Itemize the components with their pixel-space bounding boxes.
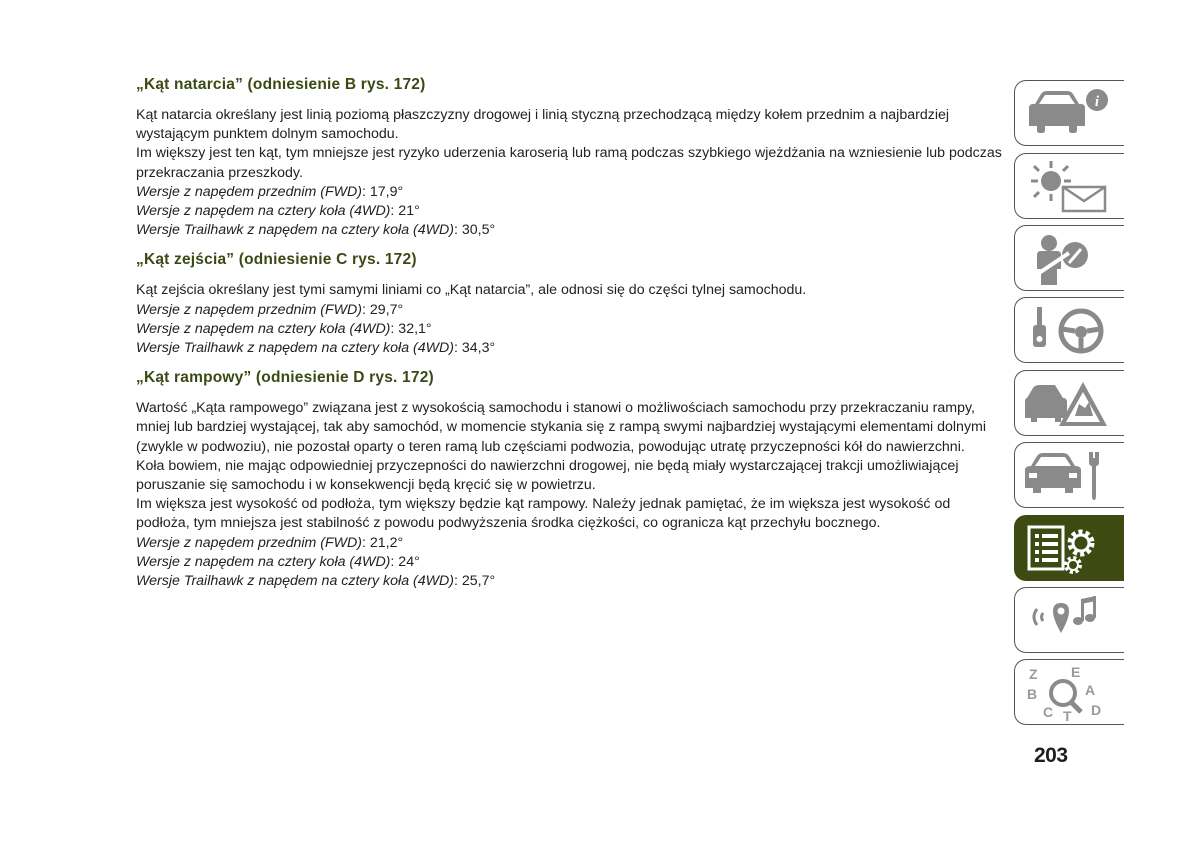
index-letter: Z xyxy=(1029,666,1038,682)
spec-line xyxy=(136,221,1002,240)
car-warning-triangle-icon xyxy=(1023,376,1113,432)
tab-starting-driving[interactable] xyxy=(1014,297,1124,363)
tab-technical-specs[interactable] xyxy=(1014,515,1124,581)
spec-line xyxy=(136,183,1002,202)
section-ramp-angle xyxy=(136,367,1002,591)
tab-emergency[interactable] xyxy=(1014,370,1124,436)
paragraph: Im większy jest ten kąt, tym mniejsze jest ryzyko uderzenia karoserią lub ramą podczas szybkiego wjeżdżania na wzniesienie lub podczas przekraczania przeszkody. xyxy=(136,145,1002,181)
spec-value: : 17,9° xyxy=(362,183,404,200)
spec-label: Wersje z napędem przednim (FWD) xyxy=(136,534,363,551)
spec-label: Wersje z napędem na cztery koła (4WD) xyxy=(136,320,391,337)
index-letter: B xyxy=(1027,686,1038,702)
spec-label: Wersje z napędem przednim (FWD) xyxy=(136,301,363,318)
spec-label: Wersje Trailhawk z napędem na cztery koła (4WD) xyxy=(136,340,455,357)
index-letter: D xyxy=(1091,702,1102,718)
section-heading: „Kąt natarcia” (odniesienie B rys. 172) xyxy=(136,76,426,93)
page-number: 203 xyxy=(1034,744,1068,767)
spec-line xyxy=(136,572,1002,591)
svg-text:i: i xyxy=(1094,94,1100,110)
car-wrench-icon xyxy=(1023,448,1113,504)
tab-lights-messages[interactable] xyxy=(1014,153,1124,219)
spec-value: : 32,1° xyxy=(390,320,432,337)
tab-multimedia[interactable] xyxy=(1014,587,1124,653)
paragraph: Im większa jest wysokość od podłoża, tym większy będzie kąt rampowy. Należy jednak pamiętać, że im większa jest wysokość od podłoża, tym mniejsza jest stabilność z powodu podwyższenia środka ciężkości, co ogranicza kąt przechyłu bocznego. xyxy=(136,496,951,532)
alphabetical-index-icon xyxy=(1023,665,1113,721)
index-letter: C xyxy=(1043,704,1054,720)
spec-value: : 21,2° xyxy=(362,534,404,551)
section-heading: „Kąt rampowy” (odniesienie D rys. 172) xyxy=(136,369,434,387)
spec-label: Wersje z napędem przednim (FWD) xyxy=(136,183,363,200)
index-letter: A xyxy=(1085,682,1096,698)
spec-label: Wersje z napędem na cztery koła (4WD) xyxy=(136,203,391,220)
spec-label: Wersje Trailhawk z napędem na cztery koła (4WD) xyxy=(136,573,455,590)
airbag-person-icon xyxy=(1023,231,1113,287)
paragraph: Kąt natarcia określany jest linią poziomą płaszczyzny drogowej i linią styczną przechodzącą między kołem przednim a najbardziej wystającym punktem dolnym samochodu. xyxy=(136,107,950,143)
car-info-icon xyxy=(1023,86,1113,142)
spec-line xyxy=(136,320,1002,339)
key-steering-wheel-icon xyxy=(1023,303,1113,359)
spec-value: : 34,3° xyxy=(454,340,496,357)
section-departure-angle xyxy=(136,249,1002,358)
multimedia-icon xyxy=(1023,593,1113,649)
tab-maintenance[interactable] xyxy=(1014,442,1124,508)
spec-value: : 30,5° xyxy=(454,222,496,239)
spec-line xyxy=(136,339,1002,358)
spec-label: Wersje z napędem na cztery koła (4WD) xyxy=(136,553,391,570)
spec-label: Wersje Trailhawk z napędem na cztery koła (4WD) xyxy=(136,222,455,239)
tab-car-info[interactable] xyxy=(1014,80,1124,146)
spec-line xyxy=(136,202,1002,221)
paragraph: Wartość „Kąta rampowego” związana jest z wysokością samochodu i stanowi o możliwościach samochodu przy przekraczaniu rampy, mniej lub bardziej wystającej, tak aby samochód, w momencie stykania się z rampą swymi najbardziej wystającymi elementami dolnymi (zwykle w podwoziu), nie pozostał oparty o teren ramą lub częściami podwozia, powodując utratę przyczepności kół do nawierzchni. xyxy=(136,400,987,455)
tab-safety[interactable] xyxy=(1014,225,1124,291)
spec-value: : 29,7° xyxy=(362,301,404,318)
tab-index[interactable] xyxy=(1014,659,1124,725)
index-letter: E xyxy=(1071,665,1081,680)
index-letter: T xyxy=(1063,708,1072,721)
paragraph: Koła bowiem, nie mając odpowiedniej przyczepności do nawierzchni drogowej, nie będą miały wystarczającej trakcji umożliwiającej poruszanie się samochodu i w konsekwencji będą kręcić się w powietrzu. xyxy=(136,457,959,494)
paragraph: Kąt zejścia określany jest tymi samymi liniami co „Kąt natarcia”, ale odnosi się do części tylnej samochodu. xyxy=(136,282,807,299)
page-content xyxy=(136,74,1002,600)
spec-value: : 25,7° xyxy=(454,573,496,590)
spec-line xyxy=(136,534,1002,553)
spec-value: : 21° xyxy=(390,203,420,220)
sun-envelope-icon xyxy=(1023,159,1113,215)
spec-value: : 24° xyxy=(390,553,420,570)
section-heading: „Kąt zejścia” (odniesienie C rys. 172) xyxy=(136,251,417,269)
spec-line xyxy=(136,301,1002,320)
specs-gears-icon xyxy=(1023,521,1113,577)
spec-line xyxy=(136,553,1002,572)
section-approach-angle xyxy=(136,74,1002,240)
